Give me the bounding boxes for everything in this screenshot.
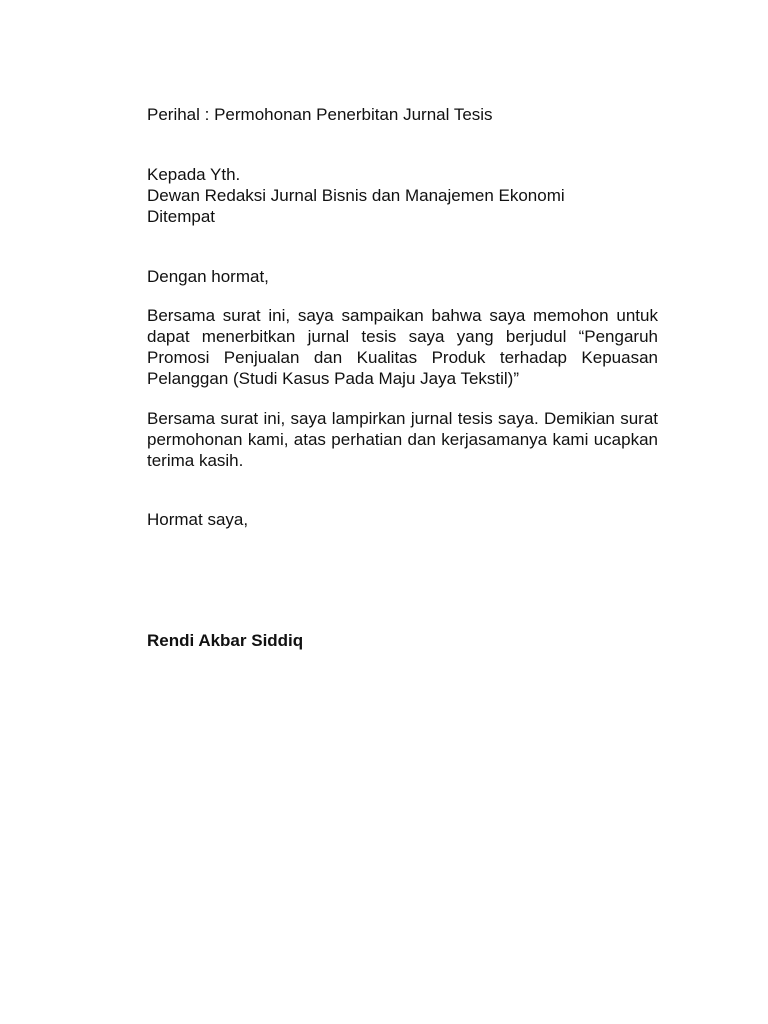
signatory-name: Rendi Akbar Siddiq [147, 631, 304, 650]
letter-subject: Perihal : Permohonan Penerbitan Jurnal Tesis [147, 105, 493, 124]
letter-closing: Hormat saya, [147, 510, 249, 529]
letter-greeting: Dengan hormat, [147, 267, 269, 286]
body-paragraph: Bersama surat ini, saya lampirkan jurnal tesis saya. Demikian surat permohonan kami, atas perhatian dan kerjasamanya kami ucapkan terima kasih. [147, 409, 658, 470]
recipient-location: Ditempat [147, 207, 216, 226]
body-paragraph: Bersama surat ini, saya sampaikan bahwa saya memohon untuk dapat menerbitkan jurnal tesis saya yang berjudul “Pengaruh Promosi Penjualan dan Kualitas Produk terhadap Kepuasan Pelanggan (Studi Kasus Pada Maju Jaya Tekstil)” [147, 306, 658, 388]
recipient-address [147, 164, 658, 227]
recipient-salutation: Kepada Yth. [147, 165, 241, 184]
recipient-organization: Dewan Redaksi Jurnal Bisnis dan Manajemen Ekonomi [147, 186, 565, 205]
